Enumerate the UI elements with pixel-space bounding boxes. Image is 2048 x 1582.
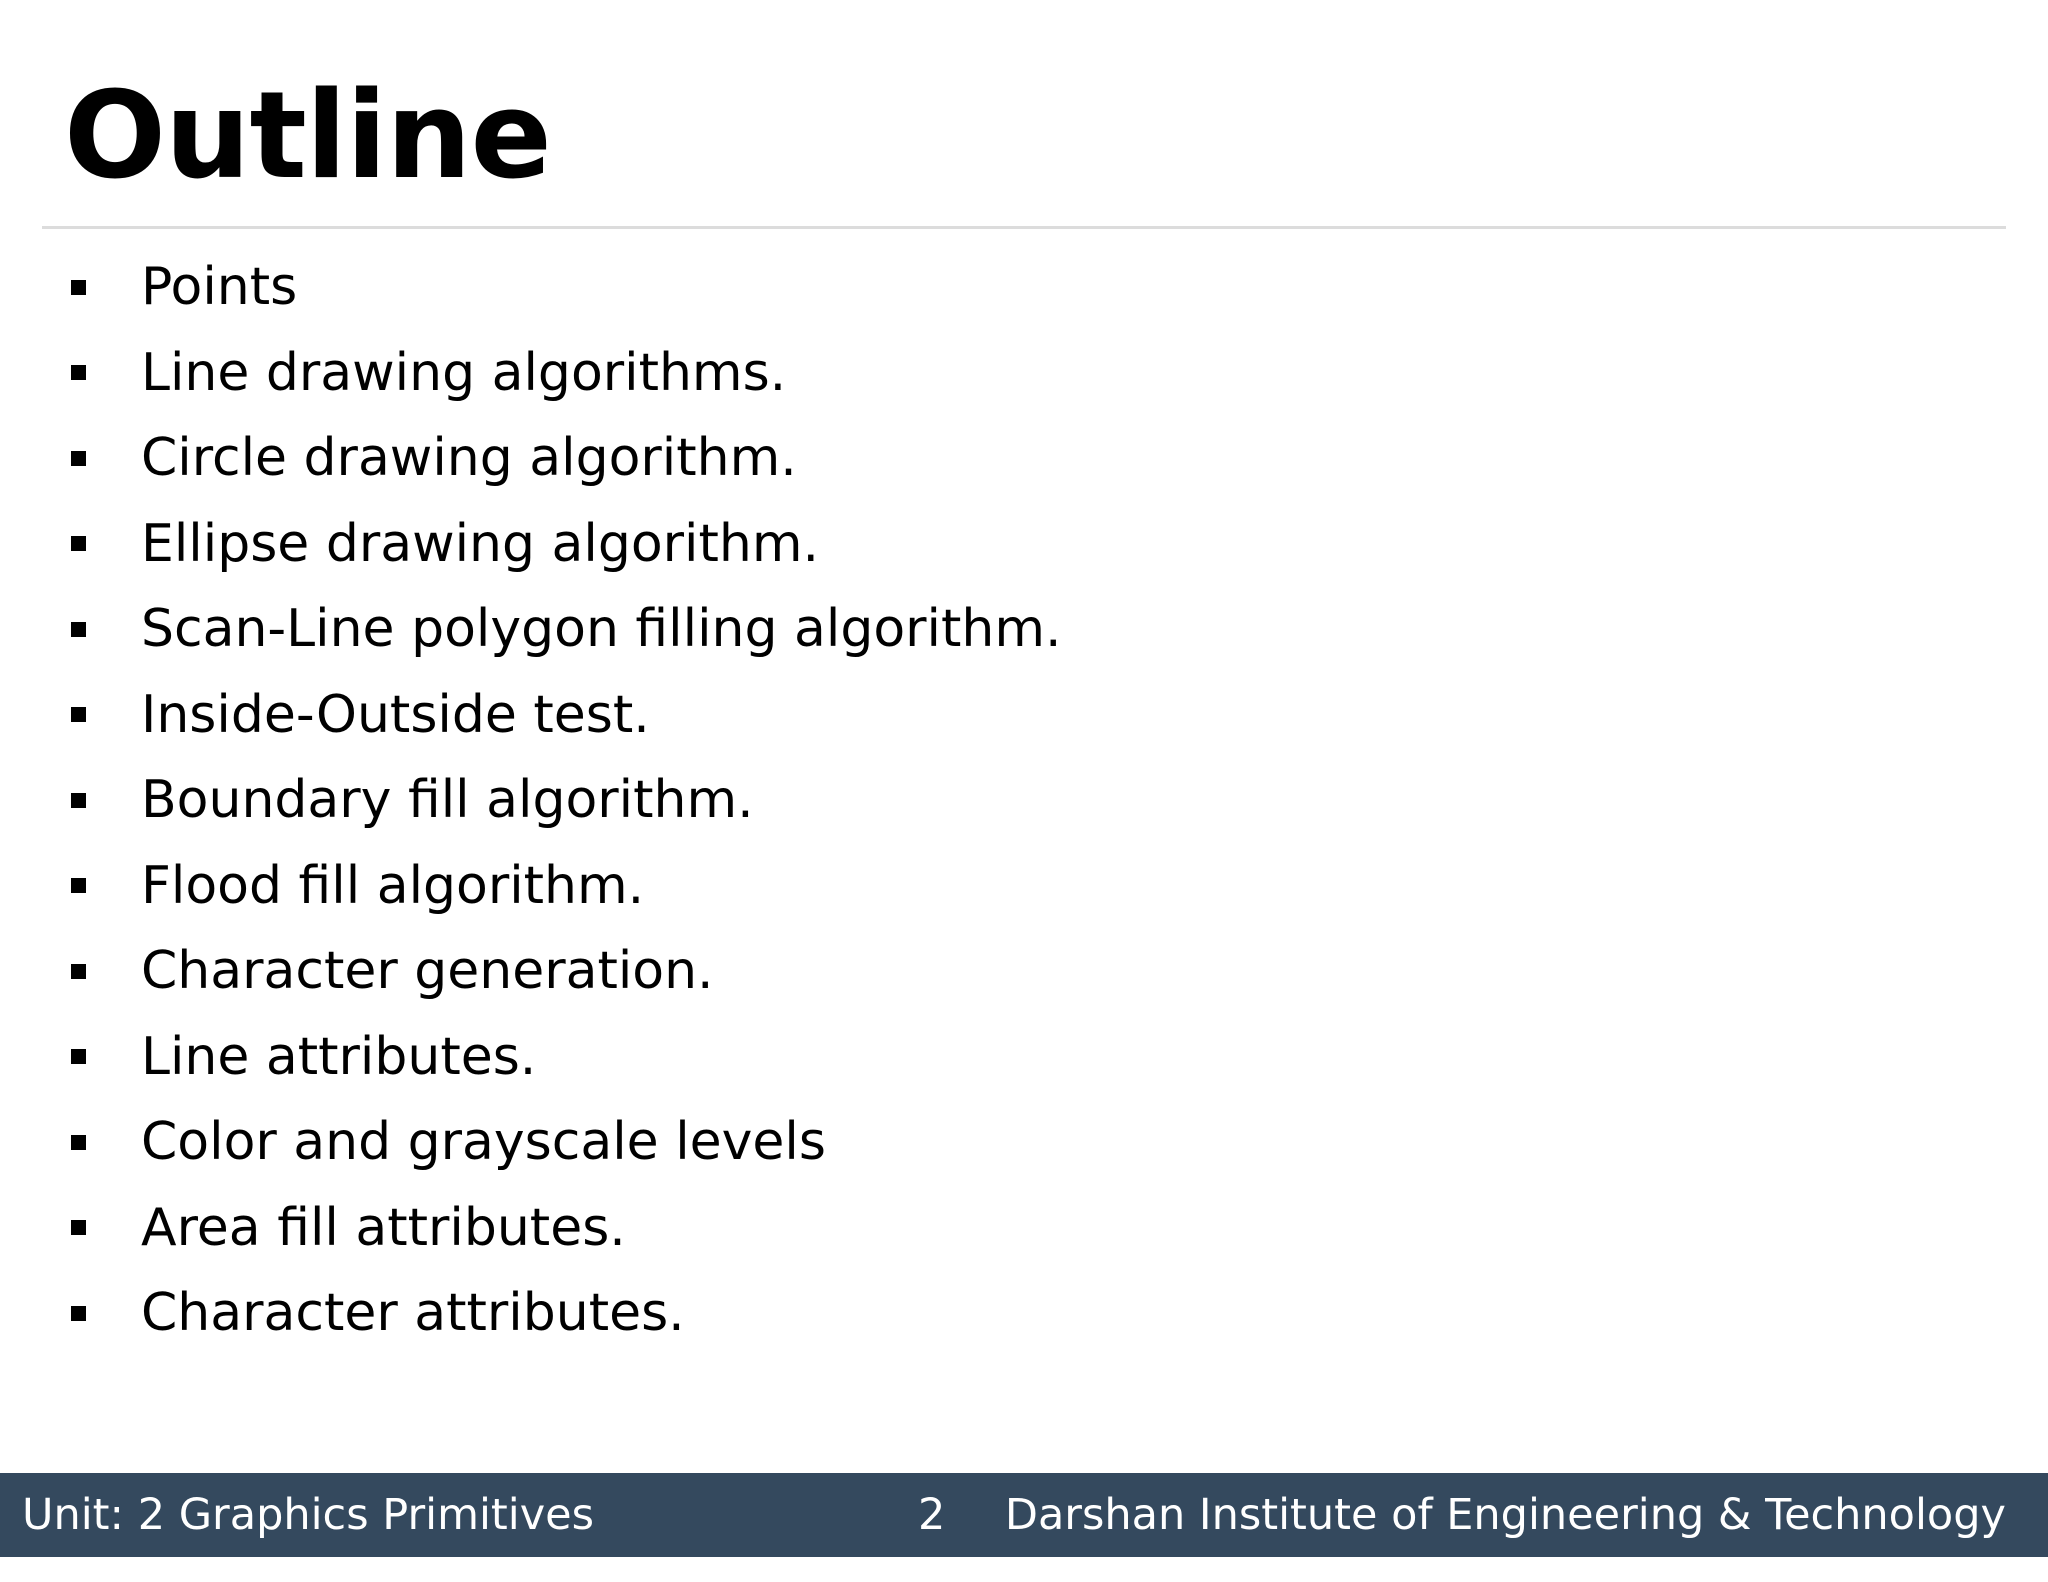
list-item-text: Color and grayscale levels (141, 1112, 826, 1173)
square-bullet-icon (71, 793, 86, 808)
list-item-text: Inside-Outside test. (141, 684, 650, 745)
footer-unit-label: Unit: 2 Graphics Primitives (22, 1490, 595, 1540)
slide-footer (0, 1473, 2048, 1557)
footer-institute-name: Darshan Institute of Engineering & Technology (1004, 1490, 2006, 1540)
square-bullet-icon (71, 964, 86, 979)
square-bullet-icon (71, 451, 86, 466)
list-item-text: Character attributes. (141, 1283, 685, 1344)
square-bullet-icon (71, 365, 86, 380)
square-bullet-icon (71, 707, 86, 722)
footer-page-number: 2 (918, 1490, 946, 1540)
square-bullet-icon (71, 1135, 86, 1150)
list-item-text: Flood fill algorithm. (141, 855, 645, 916)
list-item-text: Line attributes. (141, 1026, 537, 1087)
list-item-text: Scan-Line polygon filling algorithm. (141, 599, 1062, 660)
square-bullet-icon (71, 622, 86, 637)
list-item-text: Area fill attributes. (141, 1197, 626, 1258)
list-item-text: Boundary fill algorithm. (141, 770, 754, 831)
square-bullet-icon (71, 1049, 86, 1064)
list-item-text: Character generation. (141, 941, 714, 1002)
list-item-text: Ellipse drawing algorithm. (141, 513, 820, 574)
list-item-text: Line drawing algorithms. (141, 342, 787, 403)
square-bullet-icon (71, 536, 86, 551)
square-bullet-icon (71, 878, 86, 893)
title-divider (42, 226, 2006, 229)
list-item-text: Points (141, 257, 298, 318)
square-bullet-icon (71, 1220, 86, 1235)
list-item-text: Circle drawing algorithm. (141, 428, 797, 489)
square-bullet-icon (71, 1306, 86, 1321)
square-bullet-icon (71, 280, 86, 295)
slide-title: Outline (64, 67, 551, 206)
